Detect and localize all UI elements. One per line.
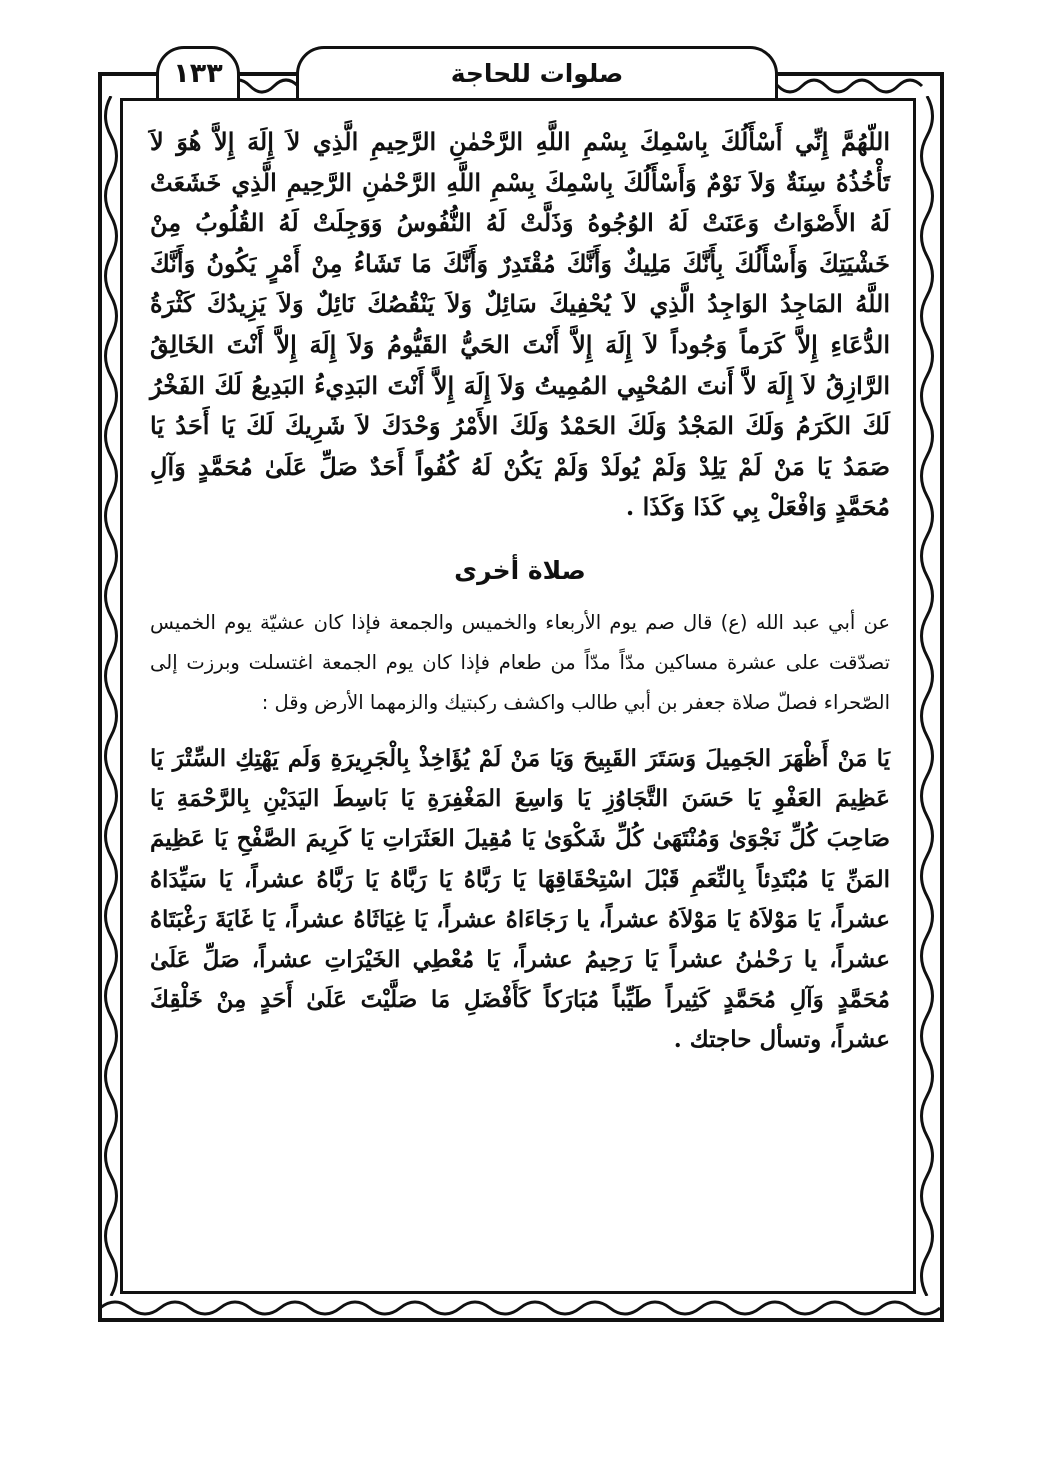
section-heading: صلاة أخرى	[454, 555, 586, 585]
left-vine-ornament-icon	[100, 96, 122, 1296]
narration-paragraph: عن أبي عبد الله (ع) قال صم يوم الأربعاء والخميس والجمعة فإذا كان عشيّة يوم الخميس تصدّقت على عشرة مساكين مدّاً مدّاً من طعام فإذا كان يوم الجمعة اغتسلت وبرزت إلى الصّحراء فصلّ صلاة جعفر بن أبي طالب واكشف ركبتيك والزمهما الأرض وقل :	[150, 610, 890, 714]
prayer-text-second: يَا مَنْ أَظْهَرَ الجَمِيلَ وَسَتَرَ القَبِيحَ وَيَا مَنْ لَمْ يُؤَاخِذْ بِالْجَرِيرَةِ وَلَم يَهْتِكِ السِّتْرَ يَا عَظِيمَ العَفْوِ يَا حَسَنَ التَّجَاوُزِ يَا وَاسِعَ المَغْفِرَةِ يَا بَاسِطَ اليَدَيْنِ بِالرَّحْمَةِ يَا صَاحِبَ كُلِّ نَجْوَىٰ وَمُنْتَهَىٰ كُلِّ شَكْوَىٰ يَا مُقِيلَ العَثَرَاتِ يَا كَرِيمَ الصَّفْحِ يَا عَظِيمَ المَنِّ يَا مُبْتَدِئاً بِالنِّعَمِ قَبْلَ اسْتِحْقَاقِهَا يَا رَبَّاهُ يَا رَبَّاهُ يَا رَبَّاهُ عشراً، يَا سَيِّدَاهُ عشراً، يَا مَوْلاَهُ يَا مَوْلاَهُ عشراً، يا رَجَاءَاهُ عشراً، يَا غِيَاثَاهُ عشراً، يَا غَايَةَ رَغْبَتَاهُ عشراً، يا رَحْمٰنُ عشراً يَا رَحِيمُ عشراً، يَا مُعْطِي الخَيْرَاتِ عشراً، صَلِّ عَلَىٰ مُحَمَّدٍ وَآلِ مُحَمَّدٍ كَثِيراً طَيِّباً مُبَارَكاً كَأَفْضَلِ مَا صَلَّيْتَ عَلَىٰ أَحَدٍ مِنْ خَلْقِكَ عشراً، وتسأل حاجتك .	[150, 744, 890, 1054]
prayer-text-first: اللّهُمَّ إِنِّي أَسْأَلُكَ بِاسْمِكَ بِسْمِ اللَّهِ الرَّحْمٰنِ الرَّحِيمِ الَّذِي لاَ إِلَهَ إِلاَّ هُوَ لاَ تَأْخُذُهُ سِنَةٌ وَلاَ نَوْمٌ وَأَسْأَلُكَ بِاسْمِكَ بِسْمِ اللَّهِ الرَّحْمٰنِ الرَّحِيمِ الَّذِي خَشَعَتْ لَهُ الأَصْوَاتُ وَعَنَتْ لَهُ الوُجُوهُ وَذَلَّتْ لَهُ النُّفُوسُ وَوَجِلَتْ لَهُ القُلُوبُ مِنْ خَشْيَتِكَ وَأَسْأَلُكَ بِأَنَّكَ مَلِيكٌ وَأَنَّكَ مُقْتَدِرٌ وَأَنَّكَ مَا تَشَاءُ مِنْ أَمْرٍ يَكُونُ وَأَنَّكَ اللَّهُ المَاجِدُ الوَاجِدُ الَّذِي لاَ يُحْفِيكَ سَائِلٌ وَلاَ يَنْقُصُكَ نَائِلٌ وَلاَ يَزِيدُكَ كَثْرَةُ الدُّعَاءِ إِلاَّ كَرَماً وَجُوداً لاَ إِلَهَ إِلاَّ أَنْتَ الحَيُّ القَيُّومُ وَلاَ إِلَهَ إِلاَّ أَنْتَ الخَالِقُ الرَّازِقُ لاَ إِلَهَ لاَّ أَنتَ المُحْيِي المُمِيتُ وَلاَ إِلَهَ إِلاَّ أَنْتَ البَدِيءُ البَدِيعُ لَكَ الفَخْرُ لَكَ الكَرَمُ وَلَكَ المَجْدُ وَلَكَ الحَمْدُ وَلَكَ الأَمْرُ وَحْدَكَ لاَ شَرِيكَ لَكَ يَا أَحَدُ يَا صَمَدُ يَا مَنْ لَمْ يَلِدْ وَلَمْ يُولَدْ وَلَمْ يَكُنْ لَهُ كُفُواً أَحَدٌ صَلِّ عَلَىٰ مُحَمَّدٍ وَآلِ مُحَمَّدٍ وَافْعَلْ بِي كَذَا وَكَذَا .	[150, 127, 890, 522]
running-header-tab	[296, 46, 778, 98]
page-body	[150, 112, 890, 1061]
page-number: ١٣٣	[173, 58, 223, 89]
running-header-title: صلوات للحاجة	[450, 59, 624, 88]
page-number-tab	[156, 46, 240, 98]
right-vine-ornament-icon	[916, 96, 938, 1296]
bottom-vine-ornament-icon	[100, 1296, 940, 1320]
